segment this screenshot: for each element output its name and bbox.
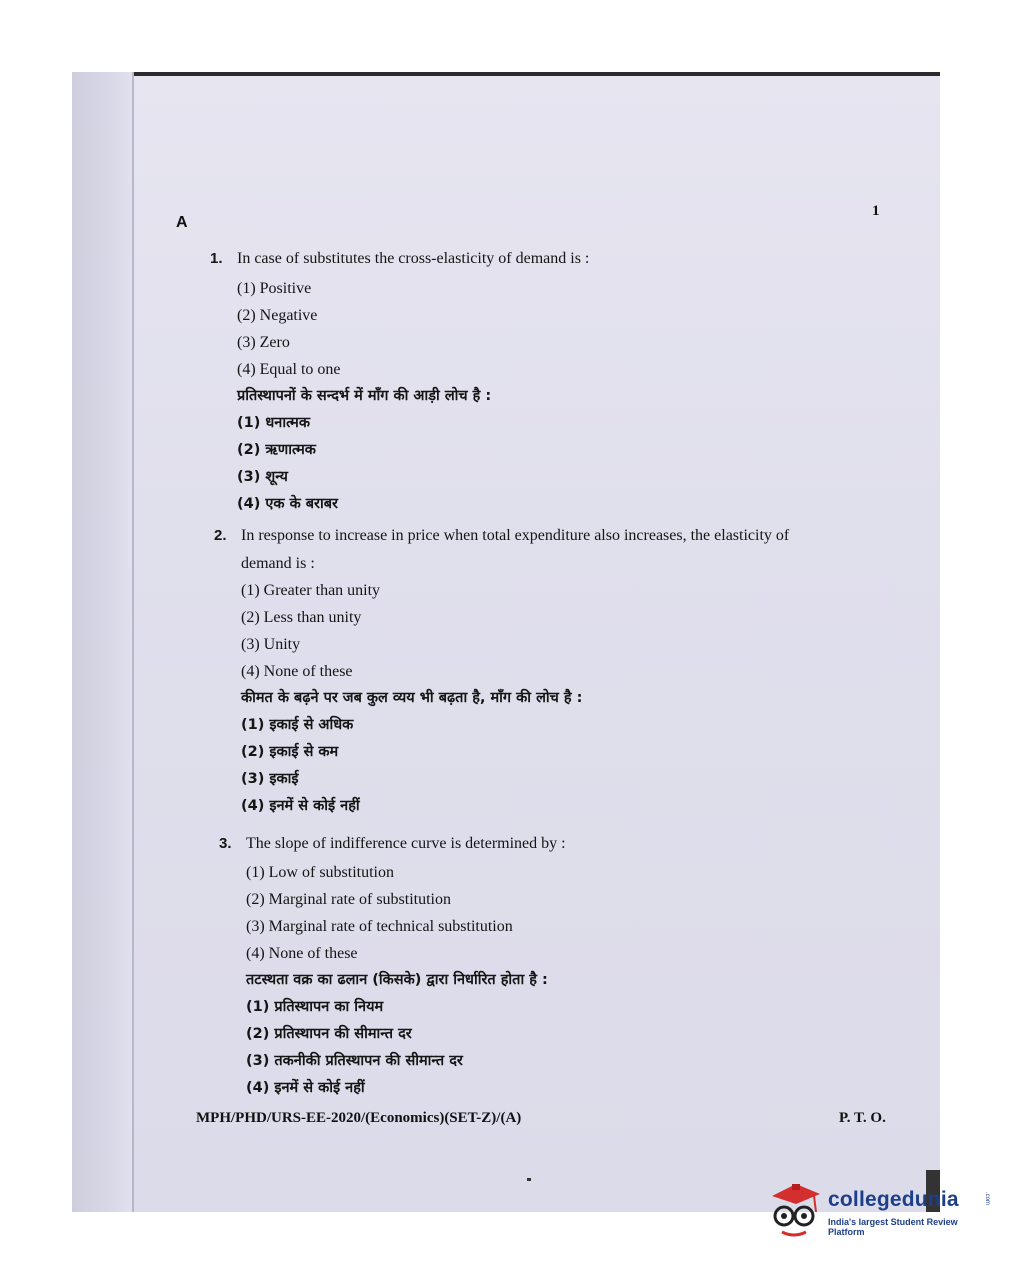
- scan-speck: [527, 1178, 531, 1181]
- hindi-option: (4) इनमें से कोई नहीं: [241, 798, 360, 814]
- hindi-question-text: कीमत के बढ़ने पर जब कुल व्यय भी बढ़ता है, माँग की लोच है :: [241, 690, 583, 706]
- hindi-option: (2) ऋणात्मक: [237, 442, 316, 458]
- hindi-option: (1) धनात्मक: [237, 415, 310, 431]
- option-list: [246, 859, 859, 1102]
- option: (4) None of these: [241, 663, 353, 680]
- option: (4) None of these: [246, 945, 358, 962]
- option: (4) Equal to one: [237, 361, 341, 378]
- hindi-option: (2) प्रतिस्थापन की सीमान्त दर: [246, 1026, 412, 1042]
- pto-label: P. T. O.: [839, 1110, 886, 1126]
- option: (3) Unity: [241, 636, 301, 653]
- hindi-option: (4) इनमें से कोई नहीं: [246, 1080, 365, 1096]
- option: (2) Marginal rate of substitution: [246, 891, 451, 908]
- hindi-option: (4) एक के बराबर: [237, 496, 338, 512]
- question-1: [210, 247, 870, 518]
- brand-tagline: India's largest Student Review Platform: [828, 1217, 958, 1237]
- option: (1) Positive: [237, 280, 312, 297]
- option-list: [241, 550, 879, 820]
- option: (2) Less than unity: [241, 609, 362, 626]
- option-list: [237, 275, 870, 518]
- option: (2) Negative: [237, 307, 318, 324]
- question-number: 3.: [219, 835, 232, 852]
- page-number: 1: [872, 203, 880, 219]
- hindi-option: (3) तकनीकी प्रतिस्थापन की सीमान्त दर: [246, 1053, 463, 1069]
- hindi-option: (3) इकाई: [241, 771, 299, 787]
- page-binding-shadow: [72, 72, 134, 1212]
- question-text-continued: demand is :: [241, 555, 315, 572]
- option: (3) Zero: [237, 334, 290, 351]
- hindi-option: (1) प्रतिस्थापन का नियम: [246, 999, 384, 1015]
- question-3: [219, 832, 859, 1102]
- hindi-question-text: प्रतिस्थापनों के सन्दर्भ में माँग की आड़ी लोच है :: [237, 388, 492, 404]
- page-top-edge: [72, 72, 940, 76]
- question-number: 1.: [210, 250, 223, 267]
- series-label: A: [176, 214, 188, 231]
- mascot-logo-icon: [766, 1178, 824, 1242]
- option: (1) Low of substitution: [246, 864, 394, 881]
- question-2: [214, 524, 879, 820]
- question-text: In response to increase in price when total expenditure also increases, the elasticity of: [241, 527, 790, 544]
- brand-domain: .com: [984, 1192, 990, 1206]
- brand-name: collegedunia: [828, 1188, 959, 1211]
- hindi-option: (1) इकाई से अधिक: [241, 717, 354, 733]
- question-text: In case of substitutes the cross-elasticity of demand is :: [237, 250, 590, 267]
- question-text: The slope of indifference curve is determined by :: [246, 835, 566, 852]
- option: (3) Marginal rate of technical substitution: [246, 918, 513, 935]
- question-number: 2.: [214, 527, 227, 544]
- hindi-question-text: तटस्थता वक्र का ढलान (किसके) द्वारा निर्धारित होता है :: [246, 972, 548, 988]
- exam-code: MPH/PHD/URS-EE-2020/(Economics)(SET-Z)/(A): [196, 1110, 522, 1126]
- option: (1) Greater than unity: [241, 582, 381, 599]
- collegedunia-watermark: [766, 1178, 996, 1250]
- hindi-option: (2) इकाई से कम: [241, 744, 339, 760]
- hindi-option: (3) शून्य: [237, 469, 288, 485]
